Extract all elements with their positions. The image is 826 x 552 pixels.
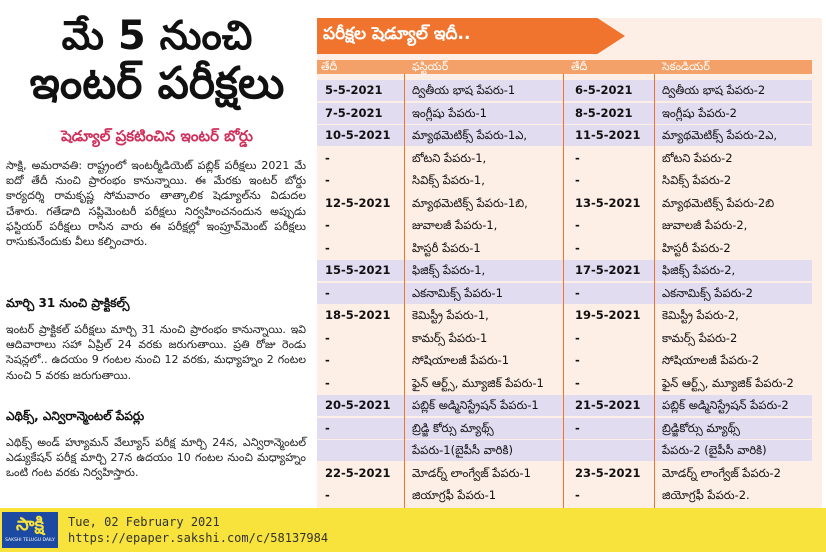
- second-year-date: 17-5-2021: [575, 263, 641, 277]
- column-divider: [404, 74, 405, 508]
- second-year-date: -: [575, 420, 580, 435]
- first-year-paper: సోషియాలజీ పేపరు-1: [412, 353, 510, 367]
- schedule-row: [317, 328, 812, 349]
- first-year-paper: బ్రిడ్జి కోర్సు మ్యాథ్స్: [412, 420, 494, 435]
- second-year-paper: కెమిస్ట్రీ పేపరు-2,: [662, 308, 739, 322]
- column-divider: [563, 74, 564, 508]
- second-year-date: -: [575, 375, 580, 390]
- first-year-paper: పేపరు-1(బైపీసీ వారికి): [412, 443, 513, 457]
- first-year-paper: ఫైన్ ఆర్ట్స్, మ్యూజిక్ పేపరు-1: [412, 375, 544, 390]
- second-year-date: 13-5-2021: [575, 195, 641, 210]
- second-year-paper: ద్వితీయ భాష పేపరు-2: [662, 83, 766, 97]
- first-year-date: 15-5-2021: [325, 263, 391, 277]
- article-paragraph-3: ఎథిక్స్ అండ్ హ్యూమన్ వేల్యూస్ పరీక్ష మార్చి 24న, ఎన్విరాన్మెంటల్ ఎడ్యుకేషన్ పరీక్ష మార్చి 27న ఉదయం 10 గంటల నుంచి మధ్యాహ్నం ఒంటి గంట వరకు నిర్వహిస్తారు.: [6, 436, 306, 480]
- second-year-paper: మ్యాథమెటిక్స్ పేపరు-2బి: [662, 195, 775, 210]
- first-year-paper: కామర్స్ పేపరు-1: [412, 330, 488, 345]
- second-year-date: -: [575, 285, 580, 300]
- schedule-row: [317, 103, 812, 124]
- first-year-paper: బోటని పేపరు-1,: [412, 150, 487, 165]
- second-year-date: -: [575, 218, 580, 232]
- first-year-date: 7-5-2021: [325, 105, 383, 120]
- first-year-date: -: [325, 285, 330, 300]
- second-year-paper: ఫిజిక్స్ పేపరు-2,: [662, 263, 736, 277]
- header-date-first: తేదీ: [321, 60, 338, 73]
- sakshi-logo: [2, 512, 58, 548]
- schedule-row: [317, 215, 812, 236]
- second-year-paper: జువాలజీ పేపరు-2,: [662, 218, 748, 232]
- first-year-paper: సివిక్స్ పేపరు-1,: [412, 173, 485, 187]
- schedule-row: [317, 238, 812, 259]
- second-year-paper: మోడర్న్ లాంగ్వేజ్ పేపరు-2: [662, 465, 781, 480]
- first-year-paper: జియాగ్రఫీ పేపరు-1: [412, 488, 497, 502]
- first-year-date: 22-5-2021: [325, 465, 391, 480]
- first-year-date: 18-5-2021: [325, 308, 391, 322]
- second-year-date: -: [575, 353, 580, 367]
- logo-text: సాక్షి: [16, 514, 44, 535]
- first-year-paper: పబ్లిక్ అడ్మినిస్ట్రేషన్ పేపరు-1: [412, 398, 539, 412]
- schedule-title: పరీక్షల షెడ్యూల్ ఇదీ..: [323, 24, 471, 44]
- headline-line-2: ఇంటర్ పరీక్షలు: [29, 58, 285, 109]
- schedule-row: [317, 418, 812, 439]
- first-year-paper: కెమిస్ట్రీ పేపరు-1,: [412, 308, 489, 322]
- second-year-date: 6-5-2021: [575, 83, 633, 97]
- second-year-date: 11-5-2021: [575, 128, 641, 142]
- first-year-date: -: [325, 218, 330, 232]
- second-year-date: -: [575, 330, 580, 345]
- section-heading-practicals: మార్చి 31 నుంచి ప్రాక్టికల్స్: [6, 296, 130, 310]
- schedule-row: [317, 80, 812, 101]
- column-divider: [654, 74, 655, 508]
- first-year-date: -: [325, 420, 330, 435]
- second-year-paper: పబ్లిక్ అడ్మినిస్ట్రేషన్ పేపరు-2: [662, 398, 789, 412]
- first-year-date: 12-5-2021: [325, 195, 391, 210]
- schedule-row: [317, 485, 812, 506]
- first-year-paper: ఇంగ్లీషు పేపరు-1: [412, 105, 487, 120]
- publish-date: Tue, 02 February 2021: [68, 515, 220, 529]
- second-year-paper: సివిక్స్ పేపరు-2: [662, 173, 732, 187]
- second-year-date: -: [575, 173, 580, 187]
- first-year-paper: మ్యాథమెటిక్స్ పేపరు-1ఎ,: [412, 128, 528, 142]
- schedule-row: [317, 463, 812, 484]
- header-second-year: సెకండియర్: [662, 60, 710, 73]
- schedule-row: [317, 305, 812, 326]
- first-year-date: -: [325, 353, 330, 367]
- schedule-row: [317, 193, 812, 214]
- first-year-paper: ద్వితీయ భాష పేపరు-1: [412, 83, 516, 97]
- exam-schedule: [317, 18, 822, 508]
- first-year-date: -: [325, 375, 330, 390]
- first-year-date: 20-5-2021: [325, 398, 391, 412]
- schedule-header-row: [317, 60, 812, 74]
- schedule-row: [317, 170, 812, 191]
- second-year-paper: బోటని పేపరు-2: [662, 150, 733, 165]
- first-year-date: -: [325, 150, 330, 165]
- epaper-link[interactable]: https://epaper.sakshi.com/c/58137984: [68, 531, 329, 545]
- second-year-date: -: [575, 488, 580, 502]
- footer: [0, 508, 826, 552]
- first-year-date: 10-5-2021: [325, 128, 391, 142]
- second-year-paper: బ్రిడ్జికోర్సు మ్యాథ్స్: [662, 420, 740, 435]
- first-year-paper: మ్యాథమెటిక్స్ పేపరు-1బి,: [412, 195, 528, 210]
- second-year-paper: ఇంగ్లీషు పేపరు-2: [662, 105, 737, 120]
- first-year-paper: జువాలజీ పేపరు-1,: [412, 218, 498, 232]
- first-year-paper: ఎకనామిక్స్ పేపరు-1: [412, 285, 503, 300]
- article-paragraph-2: ఇంటర్ ప్రాక్టికల్ పరీక్షలు మార్చి 31 నుంచి ప్రారంభం కానున్నాయి. ఇవి ఆదివారాలు సహా ఏప్రిల్ 24 వరకు జరుగుతాయి. ప్రతి రోజు రెండు సెషన్లలో.. ఉదయం 9 గంటల నుంచి 12 వరకు, మధ్యాహ్నం 2 గంటల నుంచి 5 వరకు జరుగుతాయి.: [6, 323, 306, 382]
- first-year-date: -: [325, 488, 330, 502]
- header-first-year: ఫస్టియర్: [412, 60, 449, 73]
- second-year-paper: ఎకనామిక్స్ పేపరు-2: [662, 285, 753, 300]
- second-year-paper: ఫైన్ ఆర్ట్స్, మ్యూజిక్ పేపరు-2: [662, 375, 794, 390]
- headline-line-1: మే 5 నుంచి: [61, 13, 253, 59]
- second-year-date: 23-5-2021: [575, 465, 641, 480]
- second-year-date: 8-5-2021: [575, 105, 633, 120]
- second-year-date: -: [575, 150, 580, 165]
- schedule-row: [317, 125, 812, 146]
- schedule-row: [317, 283, 812, 304]
- second-year-paper: హిస్టరీ పేపరు-2: [662, 240, 731, 255]
- schedule-row: [317, 260, 812, 281]
- article: [0, 0, 314, 508]
- logo-subtext: SAKSHI TELUGU DAILY: [5, 538, 55, 543]
- first-year-date: -: [325, 173, 330, 187]
- schedule-row: [317, 440, 812, 461]
- schedule-row: [317, 395, 812, 416]
- schedule-row: [317, 373, 812, 394]
- second-year-paper: మ్యాథమెటిక్స్ పేపరు-2ఎ,: [662, 128, 778, 142]
- first-year-date: 5-5-2021: [325, 83, 383, 97]
- second-year-paper: జియోగ్రఫీ పేపరు-2.: [662, 488, 750, 502]
- schedule-row: [317, 350, 812, 371]
- second-year-paper: పేపరు-2 (బైపీసీ వారికి): [662, 443, 767, 457]
- first-year-date: -: [325, 330, 330, 345]
- subheadline: షెడ్యూల్ ప్రకటించిన ఇంటర్ బోర్డు: [61, 127, 253, 145]
- schedule-row: [317, 148, 812, 169]
- second-year-paper: సోషియాలజీ పేపరు-2: [662, 353, 760, 367]
- second-year-date: 21-5-2021: [575, 398, 641, 412]
- first-year-paper: హిస్టరీ పేపరు-1: [412, 240, 481, 255]
- first-year-paper: ఫిజిక్స్ పేపరు-1,: [412, 263, 486, 277]
- second-year-date: -: [575, 240, 580, 255]
- second-year-paper: కామర్స్ పేపరు-2: [662, 330, 738, 345]
- second-year-date: 19-5-2021: [575, 308, 641, 322]
- first-year-date: -: [325, 240, 330, 255]
- header-date-second: తేదీ: [571, 60, 588, 73]
- article-paragraph-1: సాక్షి, అమరావతి: రాష్ట్రంలో ఇంటర్మీడియెట్ పబ్లిక్ పరీక్షలు 2021 మే ఐదో తేదీ నుంచి ప్రారంభం కానున్నాయి. ఈ మేరకు ఇంటర్ బోర్డు కార్యదర్శి రామకృష్ణ సోమవారం తాత్కాలిక షెడ్యూల్‌ను విడుదల చేశారు. గతేడాది సప్లిమెంటరీ పరీక్షలు నిర్వహించనందున అప్పుడు ఫస్టియర్ పరీక్షలు రాసిన వారు ఈ పరీక్షల్లో ఇంప్రూవ్‌మెంట్ పరీక్షలు రాసుకునేందుకు వీలు కల్పించారు.: [6, 159, 306, 249]
- section-heading-ethics: ఎథిక్స్, ఎన్విరాన్మెంటల్ పేపర్లు: [6, 409, 145, 423]
- first-year-paper: మోడర్న్ లాంగ్వేజ్ పేపరు-1: [412, 465, 531, 480]
